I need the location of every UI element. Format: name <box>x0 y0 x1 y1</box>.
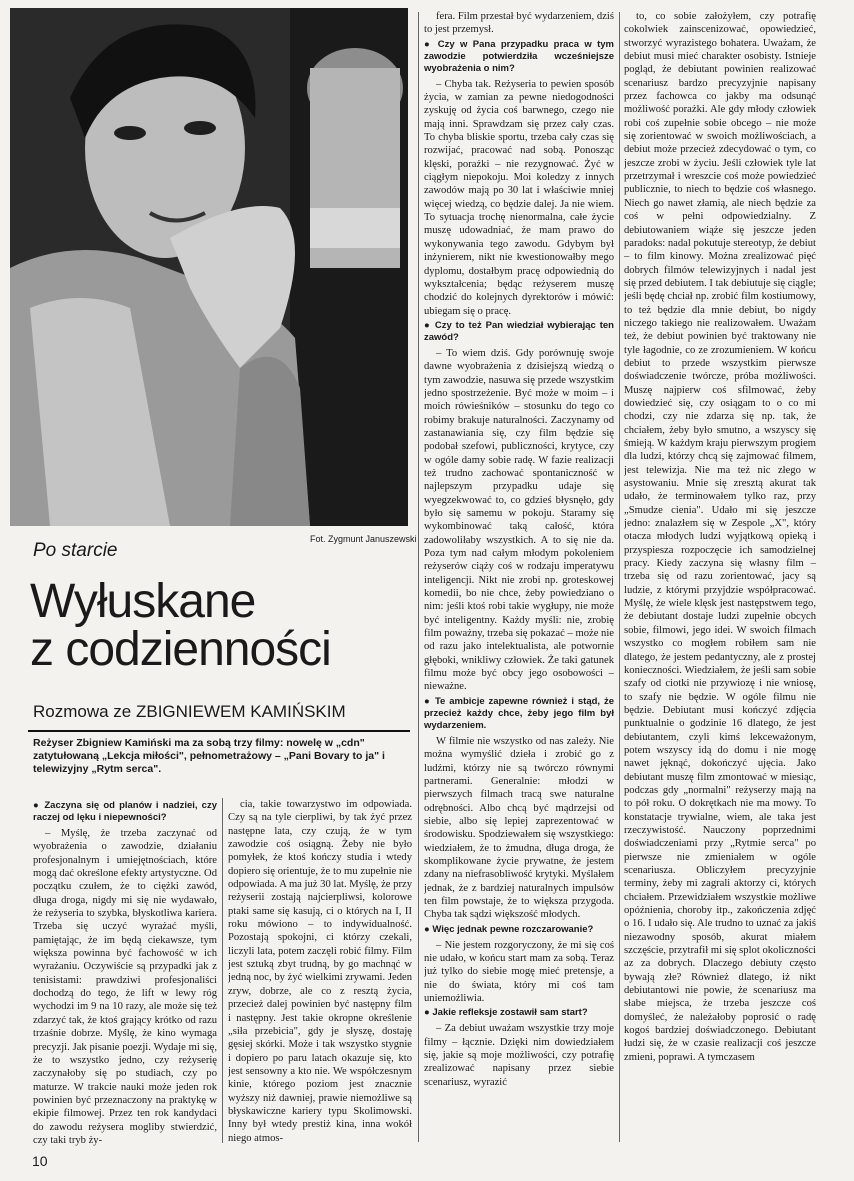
column-4 <box>624 10 816 1150</box>
article-lead: Reżyser Zbigniew Kamiński ma za sobą trzy filmy: nowelę w „cdn" zatytułowaną „Lekcja miłości", pełnometrażowy – „Pani Bovary to ja" i telewizyjny „Rytm serca". <box>33 737 385 775</box>
column-divider <box>222 798 223 1143</box>
interview-question: ● Te ambicje zapewne również i stąd, że przecież każdy chce, żeby jego film był wydarzeniem. <box>424 696 614 732</box>
column-divider <box>619 12 620 1142</box>
section-kicker: Po starcie <box>33 540 118 561</box>
interview-question: ● Zaczyna się od planów i nadziei, czy raczej od lęku i niepewności? <box>33 800 217 824</box>
column-1 <box>33 798 217 1150</box>
title-rule <box>28 730 410 732</box>
page-number: 10 <box>32 1153 48 1169</box>
portrait-image <box>10 8 408 526</box>
article-paragraph: – Za debiut uważam wszystkie trzy moje filmy – łącznie. Dzięki nim dowiedziałem się, jakie są moje możliwości, czy potrafię zrealizować napisany przez siebie scenariusz, wyrazić <box>424 1023 614 1088</box>
article-paragraph: W filmie nie wszystko od nas zależy. Nie można wymyślić dzieła i zrobić go z ludźmi, którzy nie są twórczo równymi partnerami. Generalnie: młodzi w pierwszych filmach tracą swe naturalne odrębności. Albo chcą być mądrzejsi od siebie, albo się lepiej zaprezentować w środowisku. Spodziewałem się wszystkiego: wiedziałem, że to żmudna, długa droga, że skomplikowane życie prywatne, że jestem zdany na niefrasobliwość krytyki. Myślałem jednak, że z bardziej naturalnych impulsów ten film powstaje, że to większa przygoda. Chyba tak sądzi większość młodych. <box>424 735 614 921</box>
article-paragraph: fera. Film przestał być wydarzeniem, dziś to jest przemysł. <box>424 11 614 36</box>
interview-question: ● Czy to też Pan wiedział wybierając ten zawód? <box>424 320 614 344</box>
column-2 <box>228 798 412 1150</box>
article-title <box>30 575 331 676</box>
interview-question: ● Czy w Pana przypadku praca w tym zawodzie potwierdziła wcześniejsze wyobrażenia o nim? <box>424 39 614 75</box>
interview-question: ● Więc jednak pewne rozczarowanie? <box>424 924 614 936</box>
article-paragraph: to, co sobie założyłem, czy potrafię cokolwiek zainscenizować, opowiedzieć, stworzyć wyrazistego bohatera. Uważam, że debiut musi mieć charakter osobisty. Istnieje pogląd, że debiutant powinien realizować scenariusz bardzo precyzyjnie napisany przez fachowca co jakby ma odsunąć możliwość porażki. Ale gdy młody człowiek robi coś zupełnie sobie obcego – nie może się zorientować w swoich możliwościach, a debiut może przecież zdecydować o tym, co jeszcze zrobi w życiu. Jeśli człowiek tyle lat przetrzymał i wreszcie coś może powiedzieć publicznie, to niech to będzie coś własnego. Niech go nawet złamią, ale niech będzie za coś w pełni odpowiedzialny. Z debiutowaniem wiąże się jeszcze jeden paradoks: nadal pokutuje stereotyp, że debiut – to film kinowy. Można zrealizować pięć dobrych filmów telewizyjnych i nadal jest się przed debiutem. I tak debiutuje się ciągle; jeśli będę chciał np. zrobić film kostiumowy, to też będzie dla mnie debiut, bo nigdy niczego takiego nie realizowałem. Uważam też, że debiut powinien być traktowany nie tyle łagodnie, co ze zrozumieniem. W końcu debiut to przede wszystkim pierwsze doświadczenie twórcze, próba możliwości. Muszę najpierw coś sfilmować, żeby dowiedzieć się, czy osiągam to o co mi chodzi, czy nie zdarza się np. tak, że chciałem, żeby było smutno, a wszyscy się śmieją. W każdym kraju pierwszym progiem dla ludzi, którzy chcą się zajmować filmem, jest telewizja. Nie ma też nic złego w asystowaniu. Mnie się zresztą akurat tak udało, że terminowałem tylko raz, przy „Smudze cienia". Udało mi się jeszcze jedno: znalazłem się w Zespole „X", który otacza młodych ludzi wyjątkową opieką i przyspiesza rozpoczęcie ich samodzielnej pracy. Kiedy zaczyna się własny film – trzeba się od razu zorientować, jacy są ludzie, z którymi przyjdzie współpracować. Myślę, że wiele klęsk jest następstwem tego, że debiutant dostaje ludzi zupełnie obcych sobie, filmowi, jego idei. W swoich filmach wszystko co mogłem robiłem sam nie dlatego, że jestem pedantyczny, ale z prostej konieczności. Wiedziałem, że jeśli sam sobie szafy od ciotki nie przywiozę i nie wniosę, to szafy nie będzie. W ogóle filmu nie będzie. Debiutant musi kończyć zdjęcia punktualnie o godzinie 16 dlatego, że jest debiutantem, czyli kimś lekceważonym, potem wszyscy idą do domu i nie mogę nawet jęknąć, dokończyć ujęcia. Jako debiutant muszę film zmontować w miesiąc, podczas gdy „normalni" reżyserzy mają na to pół roku. O dokrętkach nie ma mowy. To konstatacje trywialne, wiem, ale taka jest rzeczywistość. Nauczony poprzednimi doświadczeniami przy „Rytmie serca" po pierwsze nie zmieniałem w ogóle scenariusza. Obliczyłem precyzyjnie terminy, żeby mi zagrali aktorzy ci, których chciałem. Przewidziałem wszystkie możliwe opóźnienia, choroby itp., zakończenia zdjęć o 16. I udało się. Ale trudno to uznać za jakiś niezawodny sposób, akurat miałem szczęście, przytrafił mi się splot okoliczności az za dobrych. Dlaczego debiuty często bywają złe? Również dlatego, iż nikt debiutantowi nie powie, że scenariusz ma słabe miejsca, że trzeba jeszcze coś domyśleć, że należałoby poprosić o radę kogoś bardziej doświadczonego. Debiutant łudzi się, że w czasie realizacji coś jeszcze zmieni, poprawi. A tymczasem <box>624 11 816 1063</box>
column-divider <box>418 12 419 1142</box>
article-subtitle: Rozmowa ze ZBIGNIEWEM KAMIŃSKIM <box>33 702 346 721</box>
article-paragraph: – To wiem dziś. Gdy porównuję swoje dawne wyobrażenia z dzisiejszą wiedzą o tym zawodzie, nasuwa się przede wszystkim jedno spostrzeżenie. Być może w moim – i moich rówieśników – stosunku do tego co robimy brakuje naturalności. Zaczynamy od zastanawiania się, czy film będzie się podobał szefowi, publiczności, krytyce, czy w ogóle damy sobie radę. W fazie realizacji też trudno zachować spontaniczność w najlepszym przypadku udaje się wyegzekwować to, co gdzieś błysnęło, gdy było się samemu w pokoju. Staramy się wykombinować taką całość, która zadowoliłaby wszystkich. A to się nie da. Poza tym nad całym młodym pokoleniem reżyserów ciąży coś w rodzaju imperatywu inteligencji. Nikt nie zrobi np. groteskowej komedii, bo nie chce, żeby powiedziano o nim: jeśli ktoś robi takie wygłupy, nie może być inteligentny. Każdy myśli: nie, zrobię film poważny, trzeba się pokazać – może nie od razu jako intelektualista, ale potwornie głęboki, wnikliwy człowiek. Że taki gatunek filmu może być obcy jego osobowości – nieważne. <box>424 347 614 693</box>
article-paragraph: – Chyba tak. Reżyseria to pewien sposób życia, w zamian za pewne niedogodności zyskuję od życia coś barwnego, czego nie mają inni. Sprawdzam się przez cały czas. To chyba bliskie sportu, trzeba cały czas się rozwijać, pracować nad sobą. Ponosząc klęski, porażki – nie rezygnować. Żyć w ciągłym niepokoju. Moi koledzy z innych zawodów mają po 30 lat i właściwie mniej więcej wiedzą, co będzie dalej. Ja nie wiem. To sytuacja trochę nienormalna, całe życie muszę udowadniać, że mam prawo do wykonywania tego zawodu. Gdybym był inżynierem, nikt nie kwestionowałby mego dyplomu, dostałbym pracę odpowiednią do wykształcenia; będąc reżyserem muszę chodzić do kolejnych dyrektorów i mówić: ubiegam się o pracę. <box>424 78 614 317</box>
interview-question: ● Jakie refleksje zostawił sam start? <box>424 1007 614 1019</box>
article-paragraph: – Myślę, że trzeba zaczynać od wyobrażenia o zawodzie, działaniu profesjonalnym i umiejętnościach, które mogą dać określone efekty artystyczne. Od początku czułem, że to ciężki zawód, długa droga, nigdy mi się nie wydawało, że reżyseria to szybka, błyskotliwa kariera. Trzeba się uczyć wyrażać myśli, pamiętając, że im będą ciekawsze, tym większa powinna być fachowość w ich wyrażaniu. Oczywiście są przypadki jak z tenisistami: prawdziwi profesjonaliści dochodzą do tego, że lift w lewy róg wychodzi im 9 na 10 razy, ale może się też zdarzyć tak, że ktoś grający krótko od razu trzaśnie dobrze. Myślę, że kino wymaga precyzji. Jak pisanie poezji. Wydaje mi się, że to wszystko jedno, czy reżyserię zaczynałoby się po studiach, czy po maturze. W trakcie nauki może jeden rok powinien być przeznaczony na praktykę w ekipie filmowej. Przez ten rok kandydaci do zawodu reżysera mogliby stwierdzić, czy taki tryb ży- <box>33 828 217 1146</box>
article-paragraph: cia, takie towarzystwo im odpowiada. Czy są na tyle cierpliwi, by tak żyć przez następne lata, czy czują, że w tym zawodzie coś osiągną. Żeby nie było pomyłek, że ktoś kończy studia i wtedy dopiero się orientuje, że to mu zupełnie nie odpowiada. A ma już 30 lat. Myślę, że przy reżyserii zostają najcierpliwsi, kolorowe ptaki same się kasują, ci o których na I, II roku mówiono – to indywidualność. Pozostają spokojni, ci którzy czekali, liczyli lata, potem zaczęli robić filmy. Film jest sztuką zbyt trudną, by go machnąć w jedną noc, by żyć wielkimi zrywami. Jeden zryw, dobrze, ale co z resztą życia, przecież dalej powinien być następny film i następny. Jest takie okropne określenie „siła przebicia", gdy je słyszę, dostaję gęsiej skórki. Może i tak wszystko stygnie i dopiero po paru latach okazuje się, kto jest sensowny a kto nie. We współczesnym kinie, którego poziom jest znacznie wyższy niż dawniej, prawie niemożliwe są błyskawiczne kariery typu Skolimowski. Inny był wtedy prestiż kina, inna wokół niego atmos- <box>228 799 412 1144</box>
portrait-photo <box>10 8 408 526</box>
title-line-1: Wyłuskane <box>30 575 256 628</box>
photo-credit: Fot. Zygmunt Januszewski <box>310 534 417 544</box>
article-paragraph: – Nie jestem rozgoryczony, że mi się coś nie udało, w końcu start mam za sobą. Teraz już tylko do siebie mogę mieć pretensje, a nie do świata, który mi coś tam uniemożliwia. <box>424 939 614 1004</box>
title-line-2: z codzienności <box>30 623 331 676</box>
column-3 <box>424 10 614 1150</box>
